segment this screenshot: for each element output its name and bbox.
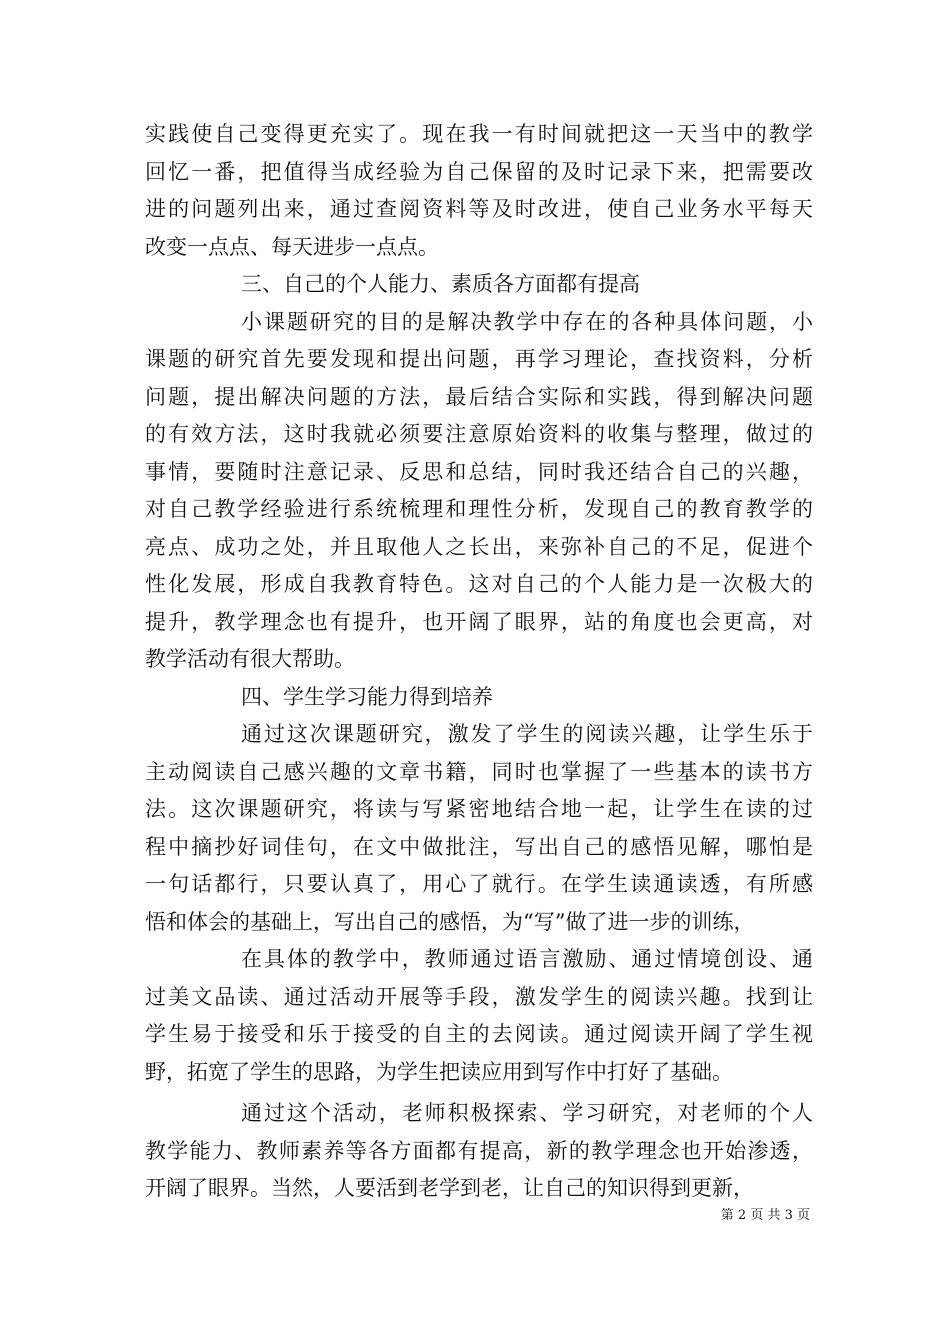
text-line: 通过这个活动，老师积极探索、学习研究，对老师的个人 (241, 1101, 813, 1125)
text-line: 开阔了眼界。当然，人要活到老学到老，让自己的知识得到更新， (145, 1176, 754, 1200)
text-line: 法。这次课题研究，将读与写紧密地结合地一起，让学生在读的过 (145, 797, 813, 821)
text-line: 事情，要随时注意记录、反思和总结，同时我还结合自己的兴趣， (145, 459, 813, 484)
text-line: 进的问题列出来，通过查阅资料等及时改进，使自己业务水平每天 (145, 197, 813, 221)
text-line: 回忆一番，把值得当成经验为自己保留的及时记录下来，把需要改 (145, 159, 813, 184)
page-number: 第 2 页 共 3 页 (720, 1208, 810, 1223)
text-line: 悟和体会的基础上，写出自己的感悟，为“写”做了进一步的训练， (145, 909, 755, 934)
text-line: 在具体的教学中，教师通过语言激励、通过情境创设、通 (241, 947, 813, 971)
text-line: 教学活动有很大帮助。 (145, 647, 355, 671)
text-line: 野，拓宽了学生的思路，为学生把读应用到写作中打好了基础。 (145, 1059, 733, 1084)
text-line: 亮点、成功之处，并且取他人之长出，来弥补自己的不足，促进个 (145, 534, 813, 559)
text-line: 学生易于接受和乐于接受的自主的去阅读。通过阅读开阔了学生视 (145, 1022, 813, 1046)
text-line: 程中摘抄好词佳句，在文中做批注，写出自己的感悟见解，哪怕是 (145, 834, 813, 859)
text-line: 对自己教学经验进行系统梳理和理性分析，发现自己的教育教学的 (145, 497, 813, 521)
text-line: 实践使自己变得更充实了。现在我一有时间就把这一天当中的教学 (145, 122, 813, 146)
text-line: 一句话都行，只要认真了，用心了就行。在学生读通读透，有所感 (145, 872, 813, 896)
text-line: 改变一点点、每天进步一点点。 (145, 234, 439, 259)
text-line: 教学能力、教师素养等各方面都有提高，新的教学理念也开始渗透， (145, 1138, 813, 1163)
text-line: 主动阅读自己感兴趣的文章书籍，同时也掌握了一些基本的读书方 (145, 759, 813, 784)
text-line: 过美文品读、通过活动开展等手段，激发学生的阅读兴趣。找到让 (145, 984, 813, 1009)
text-line: 性化发展，形成自我教育特色。这对自己的个人能力是一次极大的 (145, 572, 813, 596)
section-heading-4: 四、学生学习能力得到培养 (241, 684, 493, 709)
text-line: 小课题研究的目的是解决教学中存在的各种具体问题，小 (241, 309, 813, 334)
text-line: 的有效方法，这时我就必须要注意原始资料的收集与整理，做过的 (145, 422, 813, 446)
text-line: 提升，教学理念也有提升，也开阔了眼界，站的角度也会更高，对 (145, 609, 813, 634)
text-line: 通过这次课题研究，激发了学生的阅读兴趣，让学生乐于 (241, 722, 813, 746)
text-line: 课题的研究首先要发现和提出问题，再学习理论，查找资料，分析 (145, 347, 813, 371)
section-heading-3: 三、自己的个人能力、素质各方面都有提高 (241, 272, 640, 296)
text-line: 问题，提出解决问题的方法，最后结合实际和实践，得到解决问题 (145, 384, 813, 409)
document-body (145, 116, 813, 1208)
